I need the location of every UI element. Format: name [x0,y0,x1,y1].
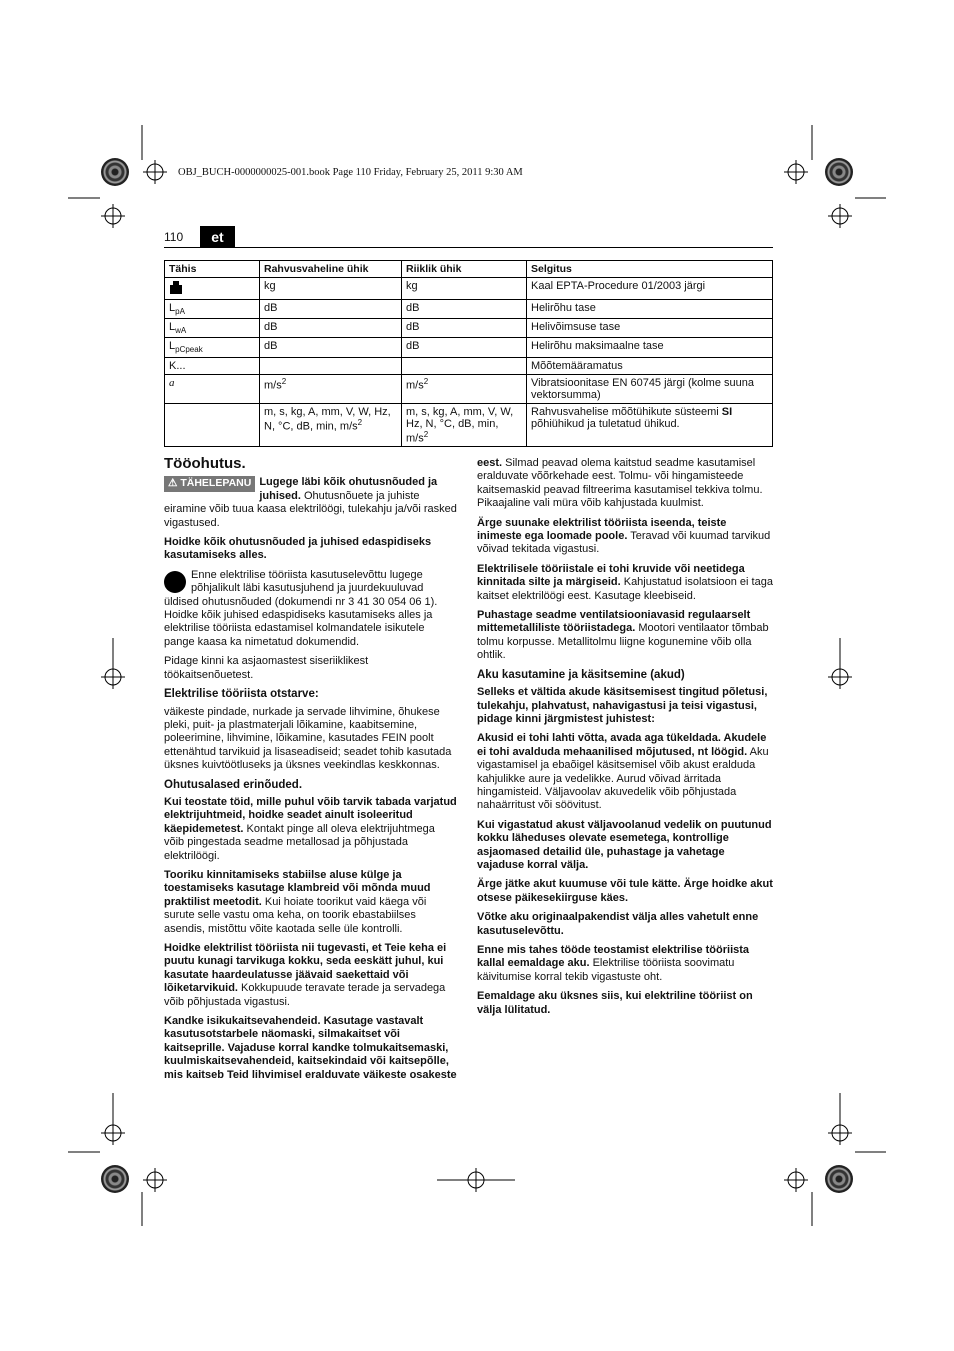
table-row [165,374,773,403]
national-unit-cell: kg [402,278,527,300]
right-column [477,457,773,1023]
description-cell: Helirõhu maksimaalne tase [527,338,773,357]
symbol-cell: $L_{pA}$ [165,300,260,319]
safety-paragraph: Ärge suunake elektrilist tööriista iseenda, teiste inimeste ega loomade poole. Teravad või kuumad tarvikud võivad tekitada vigastusi. [477,516,771,556]
table-header-cell: Rahvusvaheline ühik [260,261,402,278]
table-header-cell: Tähis [165,261,260,278]
table-row [165,278,773,300]
file-info-line: OBJ_BUCH-0000000025-001.book Page 110 Friday, February 25, 2011 9:30 AM [178,167,523,178]
safety-paragraph: Puhastage seadme ventilatsiooniavasid regulaarselt mittemetalliliste tööriistadega. Mootori ventilaator tõmbab tolmu korpusse. Metallitolmu liigne kogunemine võib olla ohtlik. [477,609,769,662]
table-header-cell: Riiklik ühik [402,261,527,278]
left-column [164,457,457,1088]
national-unit-cell: m, s, kg, A, mm, V, W, Hz, N, °C, dB, min, $m/s^2$ [402,403,527,447]
page-number: 110 [164,230,184,244]
weight-icon [169,280,183,294]
warning-badge: ⚠ TÄHELEPANU [164,476,255,491]
description-cell: Vibratsioonitase EN 60745 järgi (kolme suuna vektorsumma) [527,374,773,403]
units-table [164,260,773,447]
table-row [165,319,773,338]
read-manual-paragraph: Enne elektrilise tööriista kasutuselevõttu lugege põhjalikult läbi kasutusjuhend ja juurdekuuluvad üldised ohutusnõuded (dokumendi nr 3 41 30 054 06 1). Hoidke kõik juhised edaspidiseks kasutamiseks alles ja elektrilise tööriista edastamisel kolmandatele isikutele pange kaasa ka nimetatud dokumendid. [164,568,438,648]
safety-paragraph: Elektrilisele tööriistale ei tohi kruvide või neetidega kinnitada silte ja märgiseid. Kahjustatud isolatsioon ei taga kaitset elektrilöögi eest. Kasutage kleebiseid. [477,562,773,602]
intl-unit-cell [260,357,402,374]
symbol-cell: K... [165,357,260,374]
warning-paragraph: ⚠ TÄHELEPANU Lugege läbi kõik ohutusnõuded ja juhised. Ohutusnõuete ja juhiste eiramine võib tuua kaasa elektrilöögi, tulekahju ja/või rasked vigastused. [164,476,457,529]
regulations-paragraph: Pidage kinni ka asjaomastest siseriiklikest töökaitsenõuetest. [164,655,369,681]
national-unit-cell [402,357,527,374]
description-cell: Helivõimsuse tase [527,319,773,338]
table-row [165,338,773,357]
safety-paragraph: eest. Silmad peavad olema kaitstud seadme kasutamisel eralduvate võõrkehade eest. Tolmu- või hingamisteede kaitsemaskid peavad filtreerima kasutamisel tekkiva tolmu. Pikaajaline vali müra võib kahjustada kuulmist. [477,457,763,510]
symbol-cell [165,403,260,447]
table-row [165,300,773,319]
intl-unit-cell: dB [260,300,402,319]
safety-paragraph: Hoidke elektrilist tööriista nii tugevasti, et Teie keha ei puutu kunagi tarvikuga kokku, seda eeskätt juhul, kui kasutate haardeulatusse jäävaid saekettaid või lõiketarvikuid. Kokkupuude teravate terade ja servadega võib põhjustada vigastusi. [164,942,447,1008]
description-cell: Kaal EPTA-Procedure 01/2003 järgi [527,278,773,300]
language-badge: et [200,226,235,248]
table-row [165,357,773,374]
battery-paragraph: Kui vigastatud akust väljavoolanud vedelik on puutunud kokku läheduses olevate esemetega, kontrollige asjaomased detailid üle, puhastage ja vahetage vajaduse korral välja. [477,818,772,871]
description-cell: Mõõtemääramatus [527,357,773,374]
symbol-cell [165,278,260,300]
national-unit-cell: dB [402,300,527,319]
safety-paragraph: Kandke isikukaitsevahendeid. Kasutage vastavalt kasutusotstarbele näomaski, silmakaitset või kaitseprille. Vajaduse korral kandke tolmukaitsemaski, kuulmiskaitsevahendeid, kaitsekindaid või kaitsepõlle, mis kaitseb Teid lihvimisel eralduvate väikeste osakeste [164,1015,457,1081]
battery-heading: Aku kasutamine ja käsitsemine (akud) [477,668,685,681]
description-cell: Helirõhu tase [527,300,773,319]
special-heading: Ohutusalased erinõuded. [164,778,303,791]
description-cell: Rahvusvahelise mõõtühikute süsteemi SI põhiühikud ja tuletatud ühikud. [527,403,773,447]
battery-paragraph: Akusid ei tohi lahti võtta, avada aga tükeldada. Akudele ei tohi avalduda mehaanilised mõjutused, nt löögid. Aku vigastamisel ja ebaõigel käsitsemisel võib akust eralduda kahjulikke aure ja vedelikke. Aurud võivad ärritada hingamisteid. Väljavoolav akuvedelik võib põhjustada nahaärritust või söövitust. [477,732,769,812]
table-row [165,403,773,447]
header-rule [164,247,773,248]
table-header-row [165,261,773,278]
intl-unit-cell: dB [260,338,402,357]
intl-unit-cell: m, s, kg, A, mm, V, W, Hz, N, °C, dB, min, $m/s^2$ [260,403,402,447]
read-manual-icon [164,571,186,593]
purpose-heading: Elektrilise tööriista otstarve: [164,688,319,701]
intl-unit-cell: kg [260,278,402,300]
symbol-cell: a [165,374,260,403]
symbol-cell: $L_{pCpeak}$ [165,338,260,357]
battery-paragraph: Võtke aku originaalpakendist välja alles vahetult enne kasutuselevõttu. [477,911,759,937]
battery-paragraph: Enne mis tahes tööde teostamist elektrilise tööriista kallal eemaldage aku. Elektrilise tööriista soovimatu käivitumise korral tekib vigastuste oht. [477,944,750,983]
safety-paragraph: Tooriku kinnitamiseks stabiilse aluse külge ja toestamiseks kasutage klambreid või mõnda muud praktilist meetodit. Kui hoiate toorikut vaid käega või surute selle vastu oma keha, on toorik ebastabiilses asendis, mistõttu võite kaotada selle üle kontrolli. [164,868,431,935]
purpose-paragraph: väikeste pindade, nurkade ja servade lihvimine, õhukese pleki, puit- ja plastmaterjali lõikamine, kaabitsemine, poleerimine, lihvimine, lõikamine, kasutades FEIN poolt ettenähtud tarvikuid ja lisaseadiseid; seadet tohib kasutada üksnes kuivtöötluseks ja üksnes veekindlas keskkonnas. [164,705,452,772]
national-unit-cell: dB [402,319,527,338]
national-unit-cell: $m/s^2$ [402,374,527,403]
battery-paragraph: Eemaldage aku üksnes siis, kui elektriline tööriist on välja lülitatud. [477,990,753,1016]
section-title: Tööohutus. [164,455,246,472]
safety-paragraph: Kui teostate töid, mille puhul võib tarvik tabada varjatud elektrijuhtmeid, hoidke seadet ainult isoleeritud käepidemetest. Kontakt pinge all oleva elektrijuhtmega võib pingestada seadme metallosad ja põhjustada elektrilöögi. [164,795,457,862]
keep-instructions: Hoidke kõik ohutusnõuded ja juhised edaspidiseks kasutamiseks alles. [164,536,432,562]
battery-paragraph: Selleks et vältida akude käsitsemisest tingitud põletusi, tulekahju, plahvatust, nahavigastusi ja teisi vigastusi, pidage kinni järgmistest juhistest: [477,686,768,725]
national-unit-cell: dB [402,338,527,357]
intl-unit-cell: dB [260,319,402,338]
table-header-cell: Selgitus [527,261,773,278]
symbol-cell: $L_{wA}$ [165,319,260,338]
intl-unit-cell: $m/s^2$ [260,374,402,403]
battery-paragraph: Ärge jätke akut kuumuse või tule kätte. Ärge hoidke akut otsese päikesekiirguse käes. [477,878,773,904]
